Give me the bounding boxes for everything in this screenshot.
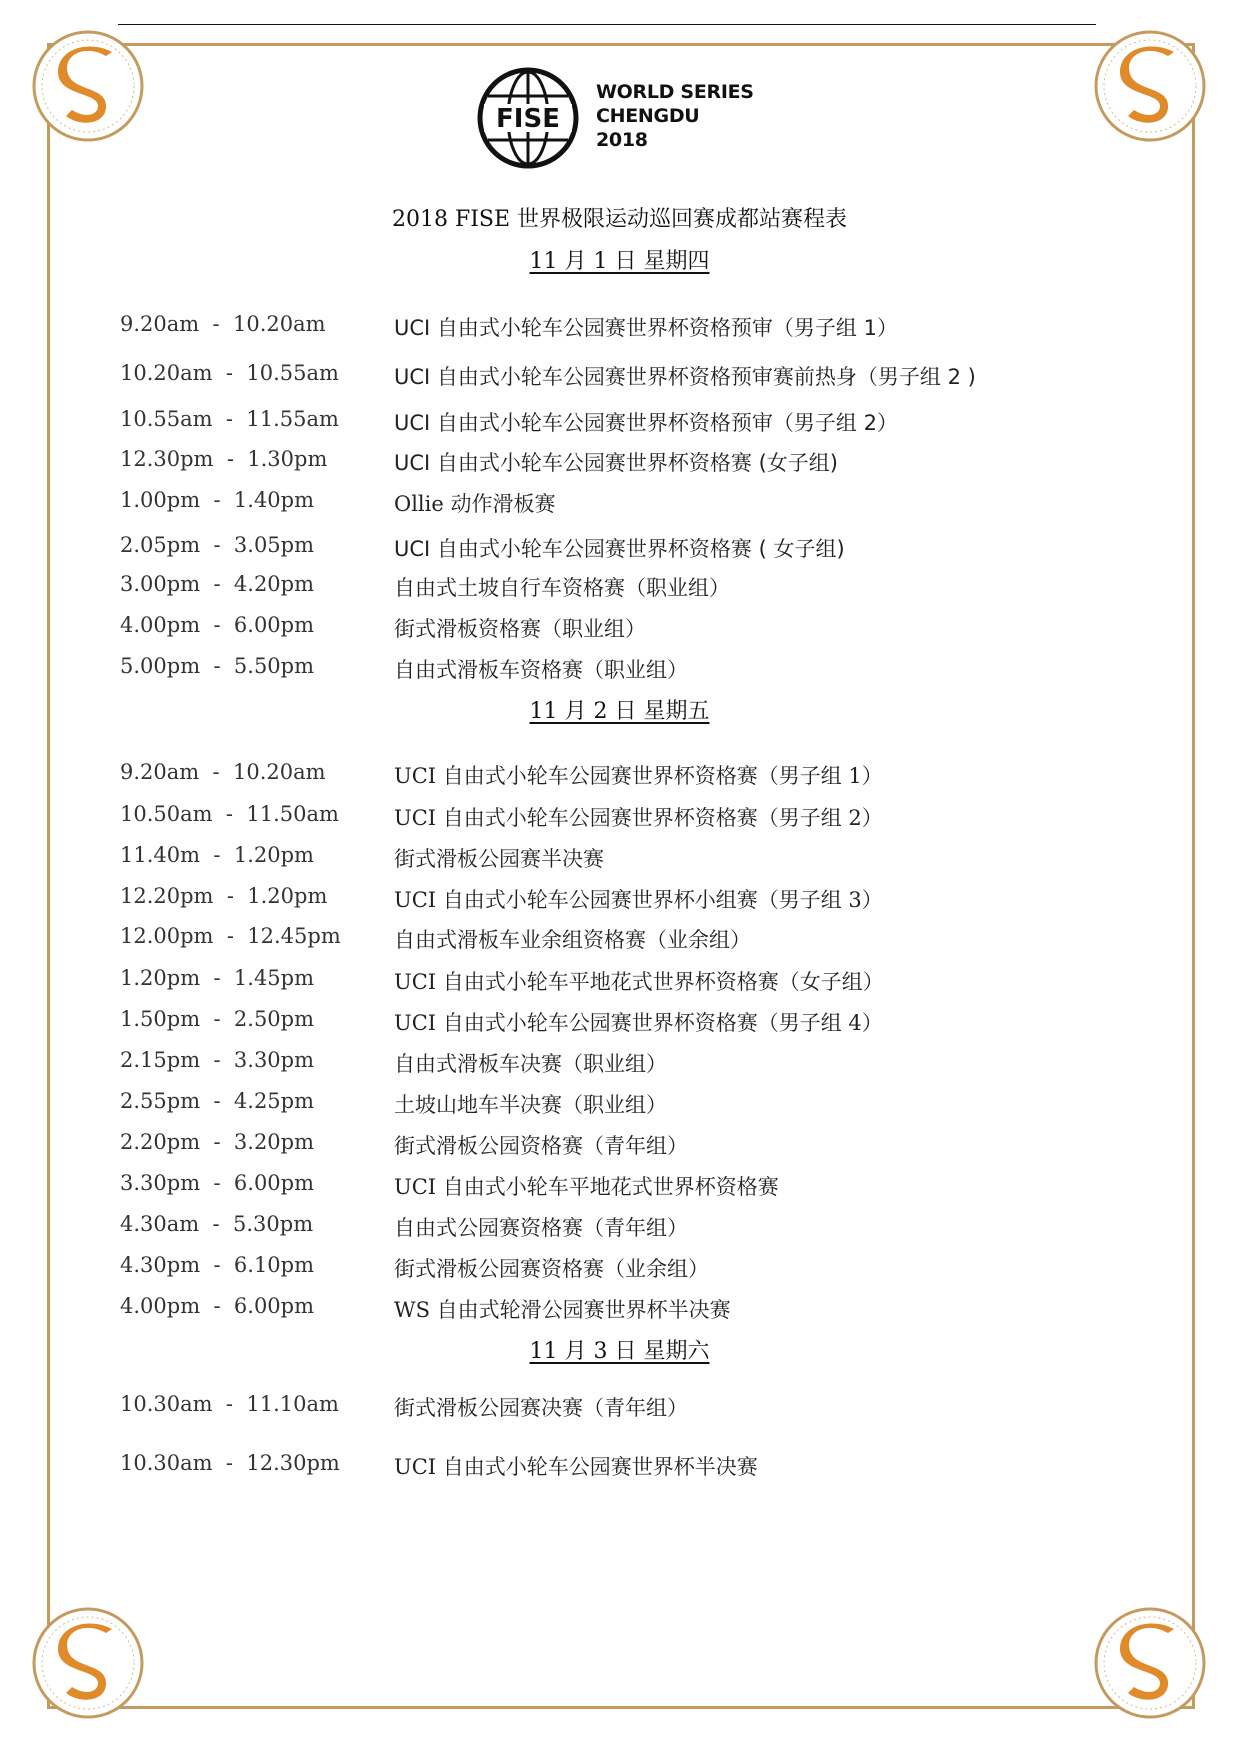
schedule-time: 1.50pm - 2.50pm (120, 1007, 315, 1031)
schedule-event: UCI 自由式小轮车公园赛世界杯资格预审赛前热身（男子组 2 ) (394, 365, 976, 389)
schedule-time: 4.30am - 5.30pm (120, 1212, 314, 1236)
schedule-row (0, 1048, 1239, 1082)
schedule-row (0, 1253, 1239, 1287)
schedule-row (0, 361, 1239, 395)
schedule-time: 1.20pm - 1.45pm (120, 966, 315, 990)
schedule-row (0, 884, 1239, 918)
schedule-time: 3.30pm - 6.00pm (120, 1171, 315, 1195)
schedule-time: 9.20am - 10.20am (120, 312, 326, 336)
day-heading-text: 11 月 1 日 星期四 (529, 249, 710, 274)
fise-logo (476, 66, 766, 170)
document-title: 2018 FISE 世界极限运动巡回赛成都站赛程表 (391, 207, 848, 232)
schedule-row (0, 1212, 1239, 1246)
schedule-time: 5.00pm - 5.50pm (120, 654, 315, 678)
day-heading-text: 11 月 2 日 星期五 (529, 699, 710, 724)
schedule-event: UCI 自由式小轮车公园赛世界杯小组赛（男子组 3） (394, 888, 883, 912)
schedule-event: 街式滑板资格赛（职业组） (394, 617, 646, 641)
schedule-event: 街式滑板公园赛资格赛（业余组） (394, 1257, 709, 1281)
schedule-row (0, 1171, 1239, 1205)
schedule-time: 2.15pm - 3.30pm (120, 1048, 315, 1072)
logo-text (596, 80, 754, 152)
schedule-time: 2.55pm - 4.25pm (120, 1089, 315, 1113)
schedule-row (0, 1294, 1239, 1328)
schedule-event: UCI 自由式小轮车公园赛世界杯资格赛（男子组 4） (394, 1011, 883, 1035)
schedule-time: 10.30am - 12.30pm (120, 1451, 340, 1475)
schedule-row (0, 447, 1239, 481)
schedule-event: UCI 自由式小轮车公园赛世界杯资格赛（男子组 2） (394, 806, 883, 830)
schedule-event: UCI 自由式小轮车公园赛世界杯资格预审（男子组 2） (394, 411, 898, 435)
schedule-time: 10.30am - 11.10am (120, 1392, 339, 1416)
day-heading (0, 244, 1239, 275)
schedule-row (0, 760, 1239, 794)
logo-line-3: 2018 (596, 129, 648, 151)
schedule-time: 2.20pm - 3.20pm (120, 1130, 315, 1154)
schedule-row (0, 1392, 1239, 1426)
schedule-event: 自由式滑板车业余组资格赛（业余组） (394, 928, 751, 952)
schedule-event: UCI 自由式小轮车公园赛世界杯资格赛 (女子组) (394, 451, 838, 475)
day-heading (0, 1334, 1239, 1365)
schedule-time: 1.00pm - 1.40pm (120, 488, 315, 512)
schedule-time: 4.00pm - 6.00pm (120, 1294, 315, 1318)
corner-ornament-s-icon (28, 26, 148, 146)
schedule-row (0, 654, 1239, 688)
schedule-time: 11.40m - 1.20pm (120, 843, 314, 867)
schedule-row (0, 924, 1239, 958)
schedule-event: Ollie 动作滑板赛 (394, 492, 556, 516)
logo-emblem-text: FISE (496, 104, 560, 134)
schedule-event: UCI 自由式小轮车公园赛世界杯资格预审（男子组 1） (394, 316, 898, 340)
schedule-time: 12.30pm - 1.30pm (120, 447, 328, 471)
schedule-event: 自由式土坡自行车资格赛（职业组） (394, 576, 730, 600)
top-rule (118, 24, 1096, 25)
schedule-row (0, 1451, 1239, 1485)
corner-ornament-s-icon (1090, 26, 1210, 146)
schedule-event: 自由式滑板车决赛（职业组） (394, 1052, 667, 1076)
schedule-row (0, 843, 1239, 877)
schedule-time: 9.20am - 10.20am (120, 760, 326, 784)
globe-icon (476, 66, 580, 170)
schedule-row (0, 312, 1239, 346)
schedule-event: UCI 自由式小轮车公园赛世界杯资格赛（男子组 1） (394, 764, 883, 788)
schedule-event: UCI 自由式小轮车公园赛世界杯半决赛 (394, 1455, 758, 1479)
schedule-row (0, 1130, 1239, 1164)
schedule-event: 自由式滑板车资格赛（职业组） (394, 658, 688, 682)
schedule-time: 12.00pm - 12.45pm (120, 924, 341, 948)
logo-line-2: CHENGDU (596, 105, 700, 127)
schedule-time: 12.20pm - 1.20pm (120, 884, 328, 908)
schedule-time: 4.30pm - 6.10pm (120, 1253, 315, 1277)
schedule-event: WS 自由式轮滑公园赛世界杯半决赛 (394, 1298, 731, 1322)
schedule-time: 3.00pm - 4.20pm (120, 572, 315, 596)
schedule-row (0, 407, 1239, 441)
logo-line-1: WORLD SERIES (596, 81, 754, 103)
schedule-row (0, 533, 1239, 567)
schedule-event: 街式滑板公园资格赛（青年组） (394, 1134, 688, 1158)
corner-ornament-s-icon (1090, 1603, 1210, 1723)
day-heading (0, 694, 1239, 725)
schedule-row (0, 802, 1239, 836)
corner-ornament-s-icon (28, 1603, 148, 1723)
schedule-row (0, 572, 1239, 606)
schedule-time: 10.55am - 11.55am (120, 407, 339, 431)
schedule-event: 土坡山地车半决赛（职业组） (394, 1093, 667, 1117)
schedule-event: 街式滑板公园赛决赛（青年组） (394, 1396, 688, 1420)
schedule-time: 10.20am - 10.55am (120, 361, 339, 385)
schedule-row (0, 488, 1239, 522)
schedule-row (0, 966, 1239, 1000)
schedule-event: UCI 自由式小轮车平地花式世界杯资格赛 (394, 1175, 779, 1199)
schedule-event: UCI 自由式小轮车平地花式世界杯资格赛（女子组） (394, 970, 884, 994)
day-heading-text: 11 月 3 日 星期六 (529, 1339, 710, 1364)
schedule-event: 街式滑板公园赛半决赛 (394, 847, 604, 871)
schedule-time: 4.00pm - 6.00pm (120, 613, 315, 637)
schedule-time: 10.50am - 11.50am (120, 802, 339, 826)
schedule-row (0, 1007, 1239, 1041)
schedule-row (0, 613, 1239, 647)
schedule-event: 自由式公园赛资格赛（青年组） (394, 1216, 688, 1240)
schedule-time: 2.05pm - 3.05pm (120, 533, 315, 557)
schedule-event: UCI 自由式小轮车公园赛世界杯资格赛 ( 女子组) (394, 537, 845, 561)
schedule-row (0, 1089, 1239, 1123)
